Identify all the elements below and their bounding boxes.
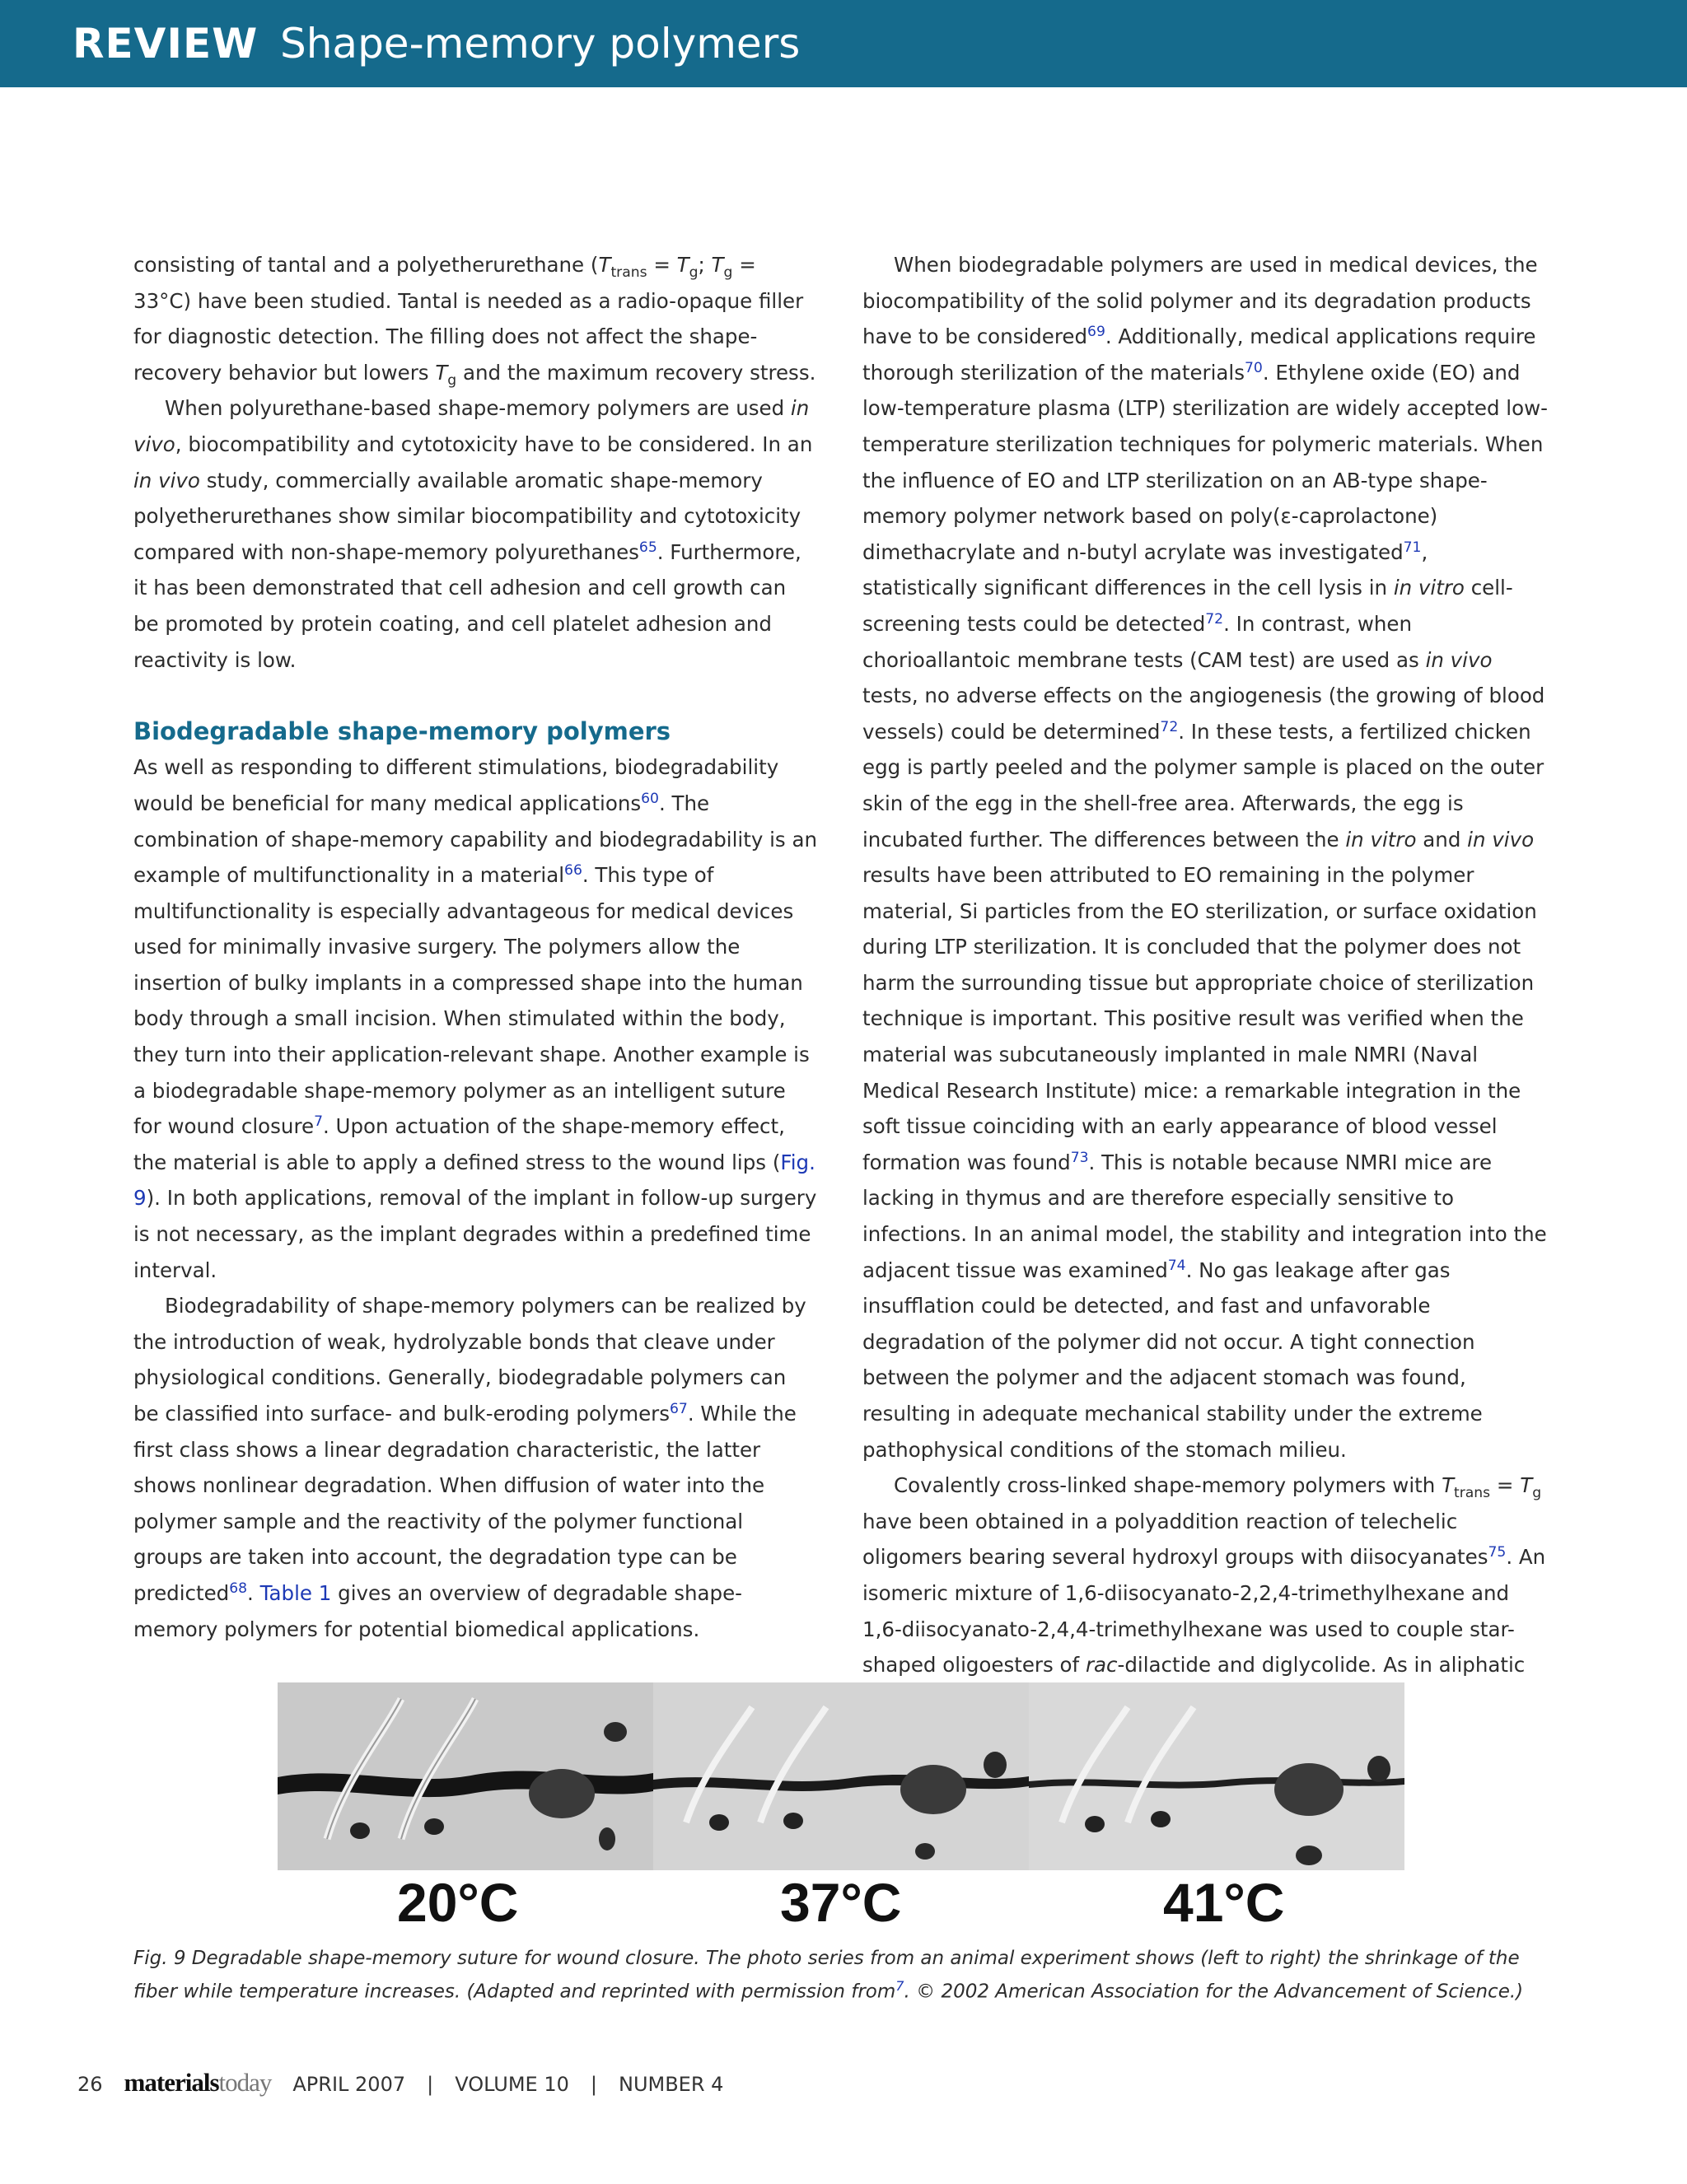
figure-photo-series: [278, 1682, 1404, 1872]
issue-volume: VOLUME 10: [455, 2073, 569, 2096]
citation-link[interactable]: 72: [1205, 610, 1224, 628]
paragraph: As well as responding to different stimulations, biodegradability would be beneficial for many medical applications$^{60}$. The combination of shape-memory capability and biodegradability is an example of multifunctionality in a material$^{66}$. This type of multifunctionality is especially advantageous for medical devices used for minimally invasive surgery. The polymers allow the insertion of bulky implants in a compressed shape into the human body through a small incision. When stimulated within the body, they turn into their application-relevant shape. Another example is a biodegradable shape-memory polymer as an intelligent suture for wound closure$^7$. Upon actuation of the shape-memory effect, the material is able to apply a defined stress to the wound lips (Fig. 9). In both applications, removal of the implant in follow-up surgery is not necessary, as the implant degrades within a predefined time interval.: [133, 755, 818, 1282]
citation-link[interactable]: 66: [564, 861, 582, 879]
figure-link[interactable]: Fig. 9: [133, 1150, 815, 1211]
left-column: [133, 247, 817, 1647]
separator: |: [427, 2073, 434, 2096]
citation-link[interactable]: 73: [1070, 1149, 1089, 1166]
right-column: [862, 247, 1548, 1719]
temperature-label: 41°C: [1163, 1872, 1285, 1933]
citation-link[interactable]: 68: [229, 1580, 248, 1597]
citation-link[interactable]: 74: [1167, 1257, 1186, 1274]
section-kicker: REVIEW: [72, 20, 259, 68]
suture-photo: [1029, 1682, 1404, 1870]
header-band: [0, 0, 1687, 87]
page-number: 26: [77, 2073, 103, 2096]
paragraph: Biodegradability of shape-memory polymers can be realized by the introduction of weak, hydrolyzable bonds that cleave under physiological conditions. Generally, biodegradable polymers can be classified into surface- and bulk-eroding polymers$^{67}$. While the first class shows a linear degradation characteristic, the latter shows nonlinear degradation. When diffusion of water into the polymer sample and the reactivity of the polymer functional groups are taken into account, the degradation type can be predicted$^{68}$. Table 1 gives an overview of degradable shape-memory polymers for potential biomedical applications.: [133, 1294, 806, 1641]
citation-link[interactable]: 71: [1403, 539, 1422, 556]
citation-link[interactable]: 7: [895, 1978, 904, 1994]
figure-caption: Fig. 9 Degradable shape-memory suture for wound closure. The photo series from an animal experiment shows (left to right) the shrinkage of the fiber while temperature increases. (Adapted and reprinted with permission from$^7$. © 2002 American Association for the Advancement of Science.): [133, 1948, 1524, 2003]
paragraph: Covalently cross-linked shape-memory polymers with $T_{trans} = T_g$ have been obtained in a polyaddition reaction of telechelic oligomers bearing several hydroxyl groups with diisocyanates$^{75}$. An isomeric mixture of 1,6-diisocyanato-2,2,4-trimethylhexane and 1,6-diisocyanato-2,4,4-trimethylhexane was used to couple star-shaped oligoesters of rac-dilactide and diglycolide. As in aliphatic: [862, 1473, 1546, 1678]
paragraph: When biodegradable polymers are used in medical devices, the biocompatibility of the solid polymer and its degradation products have to be considered$^{69}$. Additionally, medical applications require thorough sterilization of the materials$^{70}$. Ethylene oxide (EO) and low-temperature plasma (LTP) sterilization are widely accepted low-temperature sterilization techniques for polymeric materials. When the influence of EO and LTP sterilization on an AB-type shape-memory polymer network based on poly(ε-caprolactone) dimethacrylate and n-butyl acrylate was investigated$^{71}$, statistically significant differences in the cell lysis in in vitro cell-screening tests could be detected$^{72}$. In contrast, when chorioallantoic membrane tests (CAM test) are used as in vivo tests, no adverse effects on the angiogenesis (the growing of blood vessels) could be determined$^{72}$. In these tests, a fertilized chicken egg is partly peeled and the polymer sample is placed on the outer skin of the egg in the shell-free area. Afterwards, the egg is incubated further. The differences between the in vitro and in vivo results have been attributed to EO remaining in the polymer material, Si particles from the EO sterilization, or surface oxidation during LTP sterilization. It is concluded that the polymer does not harm the surrounding tissue but appropriate choice of sterilization technique is important. This positive result was verified when the material was subcutaneously implanted in male NMRI (Naval Medical Research Institute) mice: a remarkable integration in the soft tissue coinciding with an early appearance of blood vessel formation was found$^{73}$. This is notable because NMRI mice are lacking in thymus and are therefore especially sensitive to infections. In an animal model, the stability and integration into the adjacent tissue was examined$^{74}$. No gas leakage after gas insufflation could be detected, and fast and unfavorable degradation of the polymer did not occur. A tight connection between the polymer and the adjacent stomach was found, resulting in adequate mechanical stability under the extreme pathophysical conditions of the stomach milieu.: [862, 253, 1548, 1462]
citation-link[interactable]: 60: [641, 790, 659, 807]
citation-link[interactable]: 72: [1160, 718, 1179, 735]
section-heading: Biodegradable shape-memory polymers: [133, 716, 671, 745]
issue-number: NUMBER 4: [618, 2073, 724, 2096]
suture-photo-panel: [1029, 1682, 1404, 1870]
citation-link[interactable]: 69: [1087, 324, 1105, 341]
separator: |: [590, 2073, 597, 2096]
suture-photo: [278, 1682, 653, 1870]
paragraph: When polyurethane-based shape-memory polymers are used in vivo, biocompatibility and cytotoxicity have to be considered. In an in vivo study, commercially available aromatic shape-memory polyetherurethanes show similar biocompatibility and cytotoxicity compared with non-shape-memory polyurethanes$^{65}$. Furthermore, it has been demonstrated that cell adhesion and cell growth can be promoted by protein coating, and cell platelet adhesion and reactivity is low.: [133, 396, 813, 672]
citation-link[interactable]: 65: [638, 539, 657, 556]
citation-link[interactable]: 7: [314, 1113, 323, 1131]
citation-link[interactable]: 70: [1245, 359, 1263, 376]
journal-logo: materialstoday: [124, 2068, 272, 2097]
temperature-label: 20°C: [397, 1872, 519, 1933]
temperature-label: 37°C: [780, 1872, 902, 1933]
suture-photo: [653, 1682, 1029, 1870]
paragraph: consisting of tantal and a polyetherurethane ($T_{trans} = T_g$; $T_g = 33^\circ C$) have been studied. Tantal is needed as a radio-opaque filler for diagnostic detection. The filling does not affect the shape-recovery behavior but lowers $T_g$ and the maximum recovery stress.: [133, 253, 816, 389]
citation-link[interactable]: 75: [1488, 1544, 1507, 1561]
section-title: Shape-memory polymers: [280, 20, 801, 68]
page-footer: [77, 2068, 723, 2101]
temperature-labels: [278, 1871, 1404, 1937]
suture-photo-panel: [653, 1682, 1029, 1870]
suture-photo-panel: [278, 1682, 653, 1870]
citation-link[interactable]: 67: [670, 1400, 688, 1417]
issue-date: APRIL 2007: [292, 2073, 406, 2096]
table-link[interactable]: Table 1: [259, 1580, 332, 1605]
